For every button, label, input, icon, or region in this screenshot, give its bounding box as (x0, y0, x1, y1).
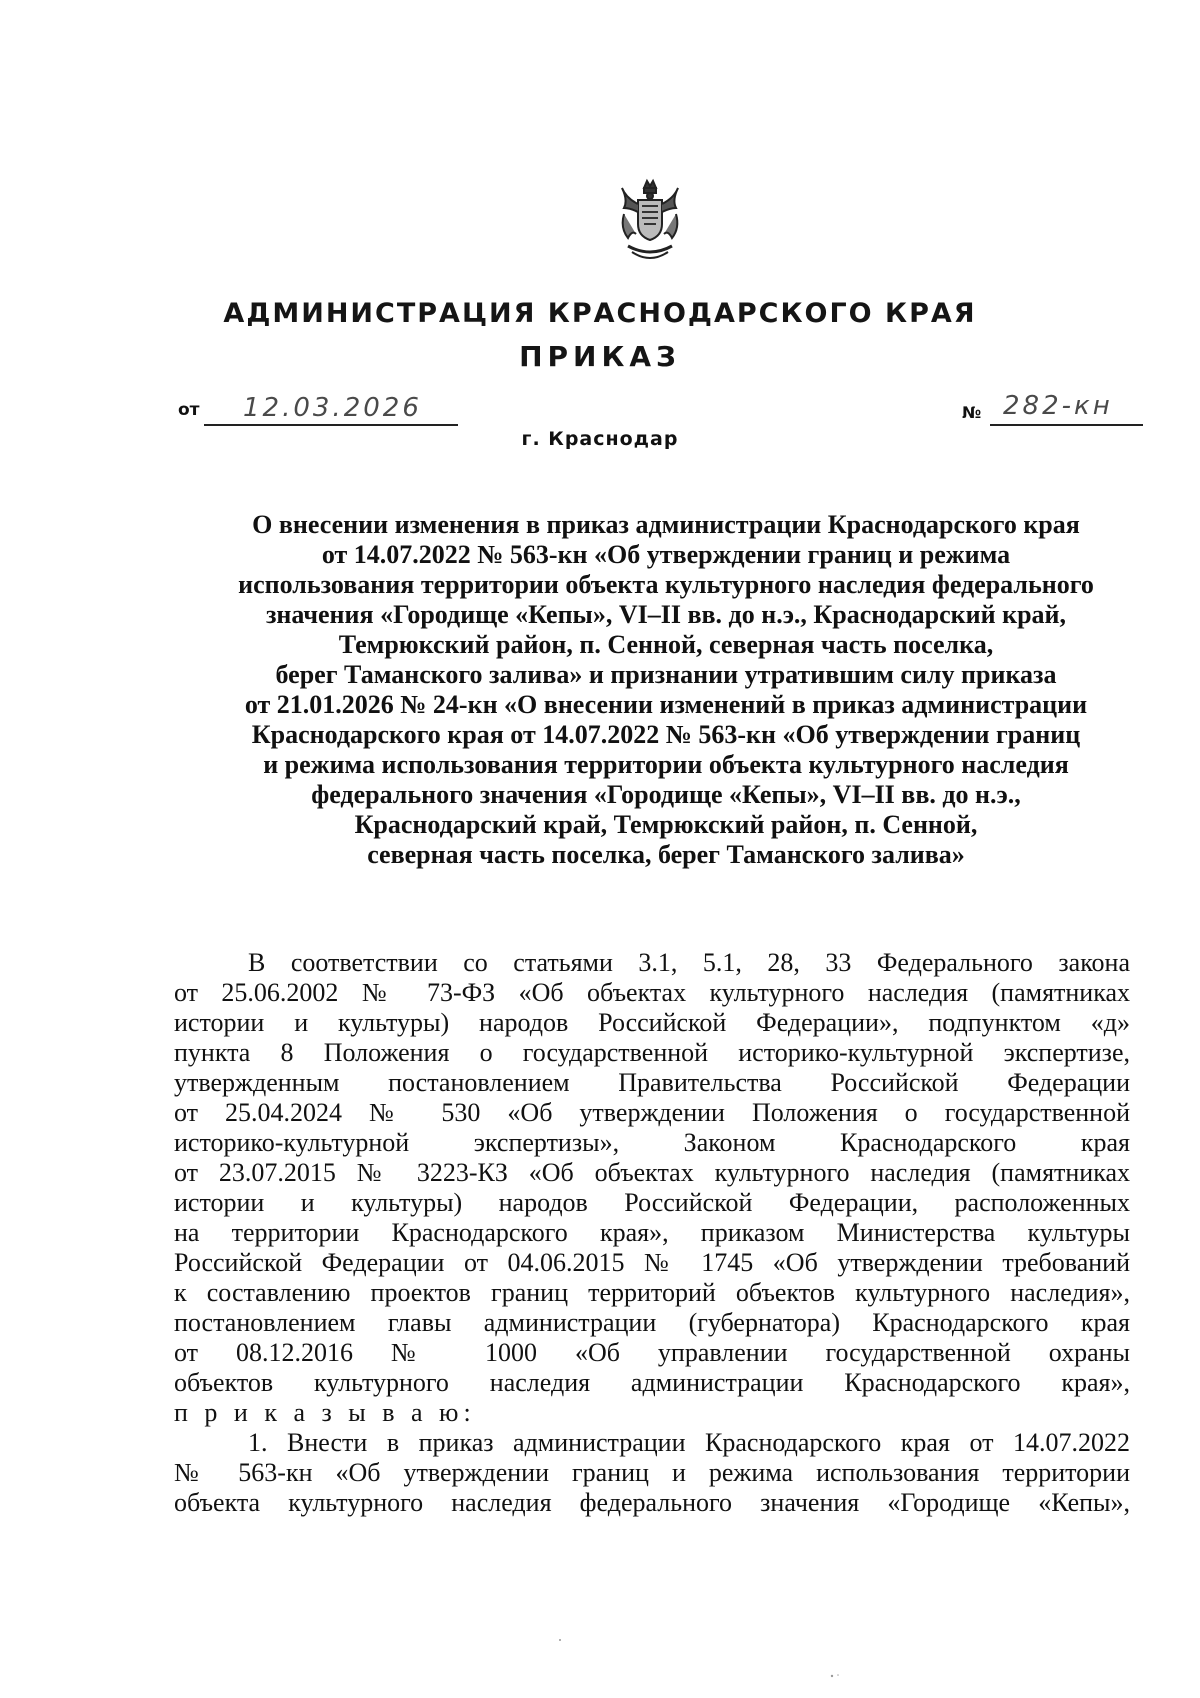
document-body (174, 948, 1130, 1518)
body-line: истории и культуры) народов Российской Федерации», подпунктом «д» (174, 1008, 1130, 1037)
document-type-title: ПРИКАЗ (519, 340, 681, 373)
body-line: на территории Краснодарского края», приказом Министерства культуры (174, 1218, 1130, 1247)
subject-line: Краснодарский край, Темрюкский район, п. Сенной, (354, 810, 978, 839)
subject-line: использования территории объекта культурного наследия федерального (238, 570, 1094, 599)
subject-line: и режима использования территории объекта культурного наследия (263, 750, 1069, 779)
date-prefix: от (178, 400, 200, 420)
subject-line: от 14.07.2022 № 563-кн «Об утверждении границ и режима (321, 540, 1011, 569)
body-line: к составлению проектов границ территорий объектов культурного наследия», (174, 1278, 1130, 1307)
item-line: объекта культурного наследия федерального значения «Городище «Кепы», (174, 1488, 1130, 1517)
body-line: истории и культуры) народов Российской Федерации, расположенных (174, 1188, 1130, 1217)
item-line: 1. Внести в приказ администрации Краснодарского края от 14.07.2022 (248, 1428, 1130, 1457)
body-line: от 25.06.2002 № 73-ФЗ «Об объектах культурного наследия (памятниках (174, 978, 1130, 1007)
subject-line: Темрюкский район, п. Сенной, северная часть поселка, (338, 630, 994, 659)
subject-line: северная часть поселка, берег Таманского залива» (367, 840, 965, 869)
body-line: постановлением главы администрации (губернатора) Краснодарского края (174, 1308, 1130, 1337)
body-line: В соответствии со статьями 3.1, 5.1, 28, 33 Федерального закона (248, 948, 1130, 977)
body-line: историко-культурной экспертизы», Законом Краснодарского края (174, 1128, 1130, 1157)
body-line: от 08.12.2016 № 1000 «Об управлении государственной охраны (174, 1338, 1130, 1367)
body-line: от 23.07.2015 № 3223-КЗ «Об объектах культурного наследия (памятниках (174, 1158, 1130, 1187)
organization-name: АДМИНИСТРАЦИЯ КРАСНОДАРСКОГО КРАЯ (223, 298, 977, 329)
document-date: 12.03.2026 (243, 393, 422, 423)
subject-line: федерального значения «Городище «Кепы», VI–II вв. до н.э., (311, 780, 1021, 809)
number-prefix: № (962, 403, 982, 422)
body-line: пункта 8 Положения о государственной историко-культурной экспертизе, (174, 1038, 1130, 1067)
body-line: объектов культурного наследия администрации Краснодарского края», (174, 1368, 1130, 1397)
body-line: утвержденным постановлением Правительства Российской Федерации (174, 1068, 1130, 1097)
subject-line: О внесении изменения в приказ администрации Краснодарского края (252, 510, 1080, 539)
document-number: 282-кн (1003, 391, 1113, 421)
coat-of-arms-icon (618, 178, 682, 268)
subject-line: от 21.01.2026 № 24-кн «О внесении изменений в приказ администрации (244, 690, 1088, 719)
subject-line: Краснодарского края от 14.07.2022 № 563-кн «Об утверждении границ (251, 720, 1081, 749)
city-name: г. Краснодар (521, 428, 679, 450)
subject-line: значения «Городище «Кепы», VI–II вв. до н.э., Краснодарский край, (265, 600, 1067, 629)
decree-word: п р и к а з ы в а ю: (174, 1398, 476, 1427)
body-line: от 25.04.2024 № 530 «Об утверждении Положения о государственной (174, 1098, 1130, 1127)
subject-line: берег Таманского залива» и признании утратившим силу приказа (275, 660, 1057, 689)
item-line: № 563-кн «Об утверждении границ и режима использования территории (174, 1458, 1130, 1487)
document-subject (168, 510, 1164, 870)
body-line: Российской Федерации от 04.06.2015 № 1745 «Об утверждении требований (174, 1248, 1130, 1277)
